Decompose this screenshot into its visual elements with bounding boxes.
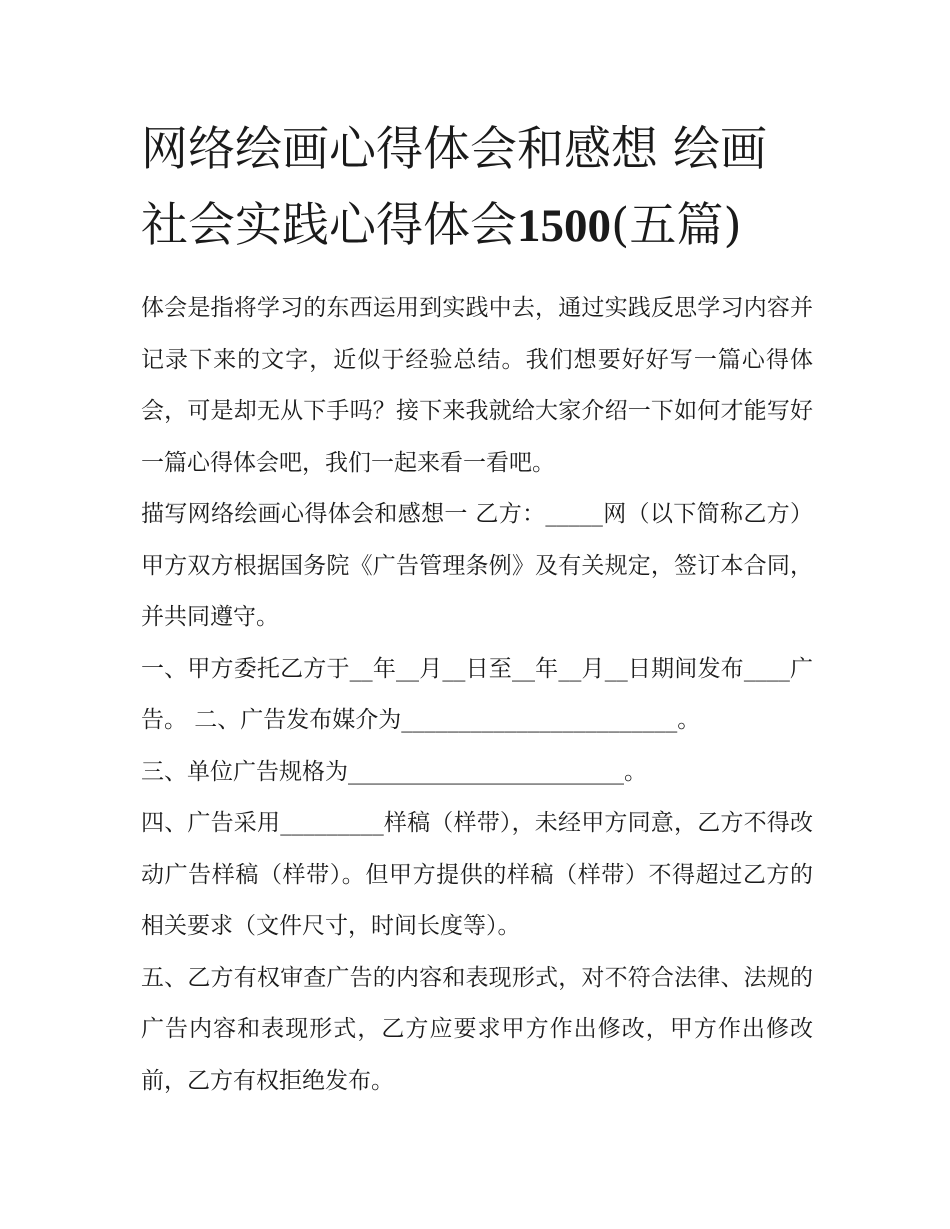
clause-four-paragraph: 四、广告采用_________样稿（样带），未经甲方同意，乙方不得改动广告样稿（样带）。但甲方提供的样稿（样带）不得超过乙方的相关要求（文件尺寸，时间长度等）。: [141, 810, 813, 939]
document-body: [141, 283, 813, 1107]
clause-five-paragraph: 五、乙方有权审查广告的内容和表现形式，对不符合法律、法规的广告内容和表现形式，乙方应要求甲方作出修改，甲方作出修改前，乙方有权拒绝发布。: [141, 964, 813, 1094]
document-title: [141, 112, 813, 264]
document-page: [141, 112, 813, 1107]
title-suffix: (五篇): [611, 198, 742, 253]
clause-one-paragraph: 一、甲方委托乙方于__年__月__日至__年__月__日期间发布____广告。 二、广告发布媒介为________________________。: [141, 655, 813, 733]
clause-three-paragraph: 三、单位广告规格为________________________。: [141, 758, 647, 785]
intro-paragraph: 体会是指将学习的东西运用到实践中去，通过实践反思学习内容并记录下来的文字，近似于经验总结。我们想要好好写一篇心得体会，可是却无从下手吗？接下来我就给大家介绍一下如何才能写好一篇心得体会吧，我们一起来看一看吧。: [141, 295, 813, 476]
title-number: 1500: [517, 200, 611, 252]
contract-preamble-paragraph: 描写网络绘画心得体会和感想一 乙方：_____网（以下简称乙方） 甲方双方根据国务院《广告管理条例》及有关规定，签订本合同，并共同遵守。: [141, 501, 813, 630]
title-text: 网络绘画心得体会和感想 绘画社会实践心得体会: [141, 122, 767, 253]
